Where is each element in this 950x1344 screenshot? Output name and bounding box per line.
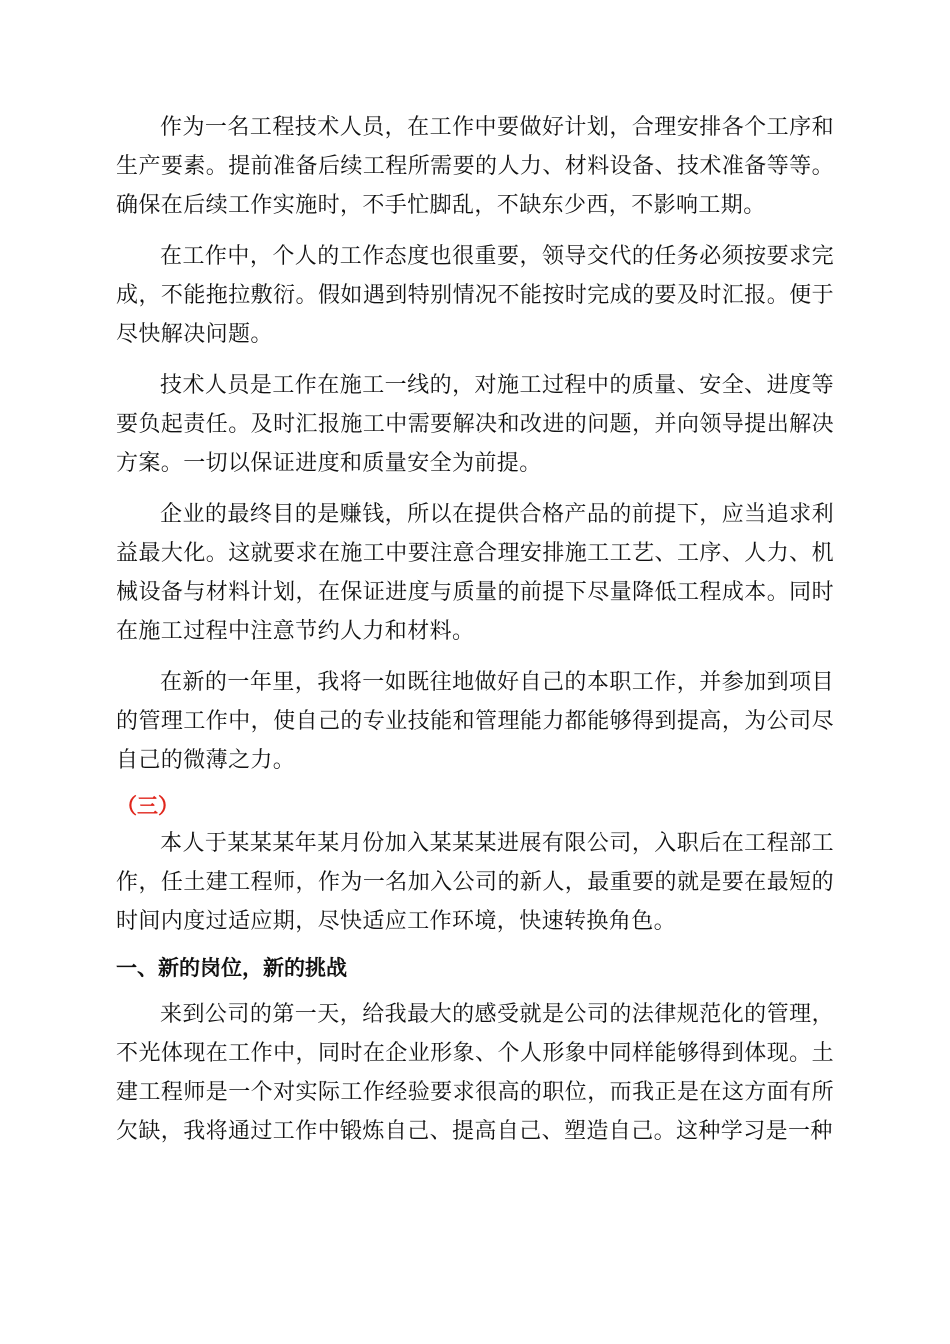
paragraph-attitude: 在工作中，个人的工作态度也很重要，领导交代的任务必须按要求完成，不能拖拉敷衍。假如遇到特别情况不能按时完成的要及时汇报。便于尽快解决问题。 (116, 244, 834, 347)
paragraph-profit: 企业的最终目的是赚钱，所以在提供合格产品的前提下，应当追求利益最大化。这就要求在施工中要注意合理安排施工工艺、工序、人力、机械设备与材料计划，在保证进度与质量的前提下尽量降低工程成本。同时在施工过程中注意节约人力和材料。 (116, 502, 834, 644)
heading-new-post: 一、新的岗位，新的挑战 (116, 956, 347, 980)
paragraph-first-day: 来到公司的第一天，给我最大的感受就是公司的法律规范化的管理，不光体现在工作中，同时在企业形象、个人形象中同样能够得到体现。土建工程师是一个对实际工作经验要求很高的职位，而我正是在这方面有所欠缺，我将通过工作中锻炼自己、提高自己、塑造自己。这种学习是一种 (116, 1002, 834, 1144)
paragraph-new-year: 在新的一年里，我将一如既往地做好自己的本职工作，并参加到项目的管理工作中，使自己的专业技能和管理能力都能够得到提高，为公司尽自己的微薄之力。 (116, 670, 834, 773)
paragraph-intro: 本人于某某某年某月份加入某某某进展有限公司，入职后在工程部工作，任土建工程师，作为一名加入公司的新人，最重要的就是要在最短的时间内度过适应期，尽快适应工作环境，快速转换角色。 (116, 831, 834, 934)
paragraph-responsibility: 技术人员是工作在施工一线的，对施工过程中的质量、安全、进度等要负起责任。及时汇报施工中需要解决和改进的问题，并向领导提出解决方案。一切以保证进度和质量安全为前提。 (116, 373, 834, 476)
paragraph-planning: 作为一名工程技术人员，在工作中要做好计划，合理安排各个工序和生产要素。提前准备后续工程所需要的人力、材料设备、技术准备等等。确保在后续工作实施时，不手忙脚乱，不缺东少西，不影响工期。 (116, 115, 834, 218)
section-mark-three: （三） (116, 794, 179, 818)
document-page (116, 108, 834, 1151)
